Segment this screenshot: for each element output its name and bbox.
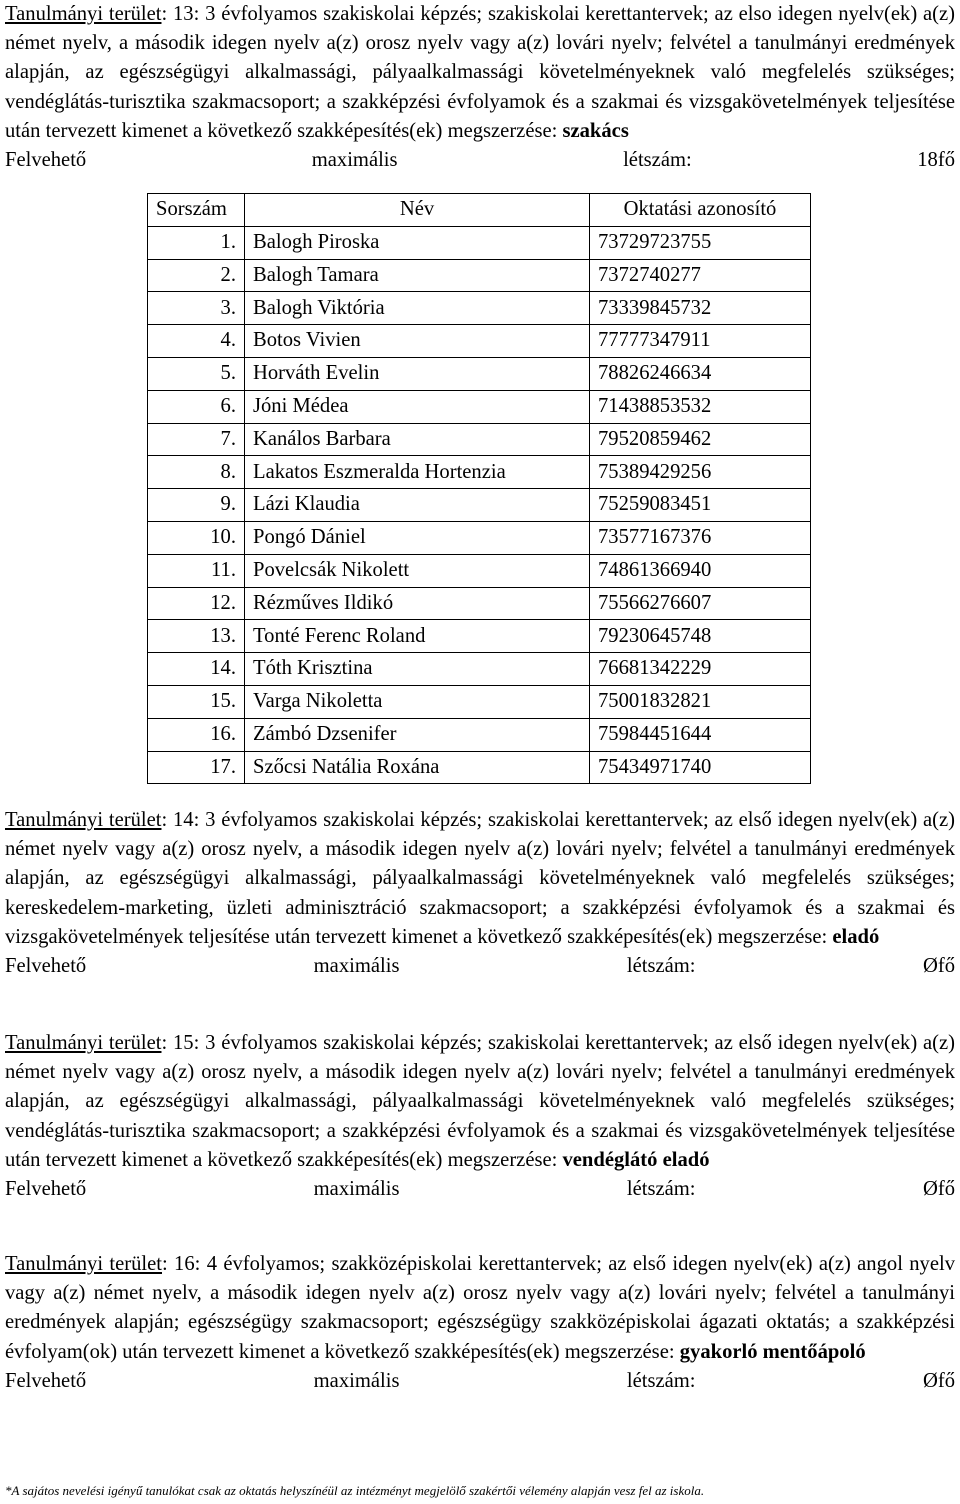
study-area-text: : 15: 3 évfolyamos szakiskolai képzés; szakiskolai kerettantervek; az első idegen nyelv(ek) a(z) német nyelv vagy a(z) orosz nyelv, a második idegen nyelv a(z) lovári nyelv; felvétel a tanulmányi eredmények alapján, az egészségügyi alkalmassági, pályaalkalmassági követelményeknek való megfelelés szükséges; vendéglátás-turisztika szakmacsoport; a szakképzési évfolyamok és a szakmai és vizsgakövetelmények teljesítése után tervezett kimenet a következő szakképesítés(ek) megszerzése: <box>5 1032 956 1171</box>
study-area-label: Tanulmányi terület <box>5 1253 162 1275</box>
row-id: 74861366940 <box>590 554 811 587</box>
row-name: Lakatos Eszmeralda Hortenzia <box>245 456 590 489</box>
row-name: Balogh Piroska <box>245 226 590 259</box>
max-capacity: Felvehető maximális létszám: Øfő <box>5 955 955 978</box>
row-name: Horváth Evelin <box>245 357 590 390</box>
row-serial: 17. <box>148 751 245 784</box>
row-id: 79520859462 <box>590 423 811 456</box>
study-area-13 <box>5 0 955 175</box>
row-id: 73339845732 <box>590 292 811 325</box>
row-name: Kanálos Barbara <box>245 423 590 456</box>
row-id: 78826246634 <box>590 357 811 390</box>
row-id: 75389429256 <box>590 456 811 489</box>
row-id: 75566276607 <box>590 587 811 620</box>
study-area-14 <box>5 806 955 981</box>
row-serial: 11. <box>148 554 245 587</box>
row-id: 77777347911 <box>590 325 811 358</box>
study-area-text: : 14: 3 évfolyamos szakiskolai képzés; szakiskolai kerettantervek; az első idegen nyelv(ek) a(z) német nyelv vagy a(z) orosz nyelv, a második idegen nyelv a(z) lovári nyelv; felvétel a tanulmányi eredmények alapján, az egészségügyi alkalmassági, pályaalkalmassági követelményeknek való megfelelés szükséges; kereskedelem-marketing, üzleti adminisztráció szakmacsoport; a szakképzési évfolyamok és a szakmai és vizsgakövetelmények teljesítése után tervezett kimenet a következő szakképesítés(ek) megszerzése: <box>5 809 956 948</box>
row-serial: 15. <box>148 685 245 718</box>
row-name: Zámbó Dzsenifer <box>245 718 590 751</box>
study-area-15 <box>5 1029 955 1204</box>
row-name: Povelcsák Nikolett <box>245 554 590 587</box>
row-serial: 6. <box>148 390 245 423</box>
row-serial: 7. <box>148 423 245 456</box>
table-row <box>148 587 811 620</box>
row-id: 73577167376 <box>590 521 811 554</box>
row-id: 71438853532 <box>590 390 811 423</box>
table-row <box>148 292 811 325</box>
row-name: Szőcsi Natália Roxána <box>245 751 590 784</box>
row-id: 75259083451 <box>590 489 811 522</box>
study-area-14-description <box>5 806 955 952</box>
row-serial: 14. <box>148 653 245 686</box>
table-row <box>148 259 811 292</box>
row-serial: 9. <box>148 489 245 522</box>
student-table <box>147 193 811 784</box>
row-serial: 1. <box>148 226 245 259</box>
table-row <box>148 489 811 522</box>
row-serial: 3. <box>148 292 245 325</box>
table-row <box>148 751 811 784</box>
table-row <box>148 620 811 653</box>
table-row <box>148 423 811 456</box>
table-row <box>148 390 811 423</box>
qualification: eladó <box>832 925 880 948</box>
study-area-text: : 13: 3 évfolyamos szakiskolai képzés; szakiskolai kerettantervek; az elso idegen nyelv(ek) a(z) német nyelv, a második idegen nyelv a(z) orosz nyelv vagy a(z) lovári nyelv; felvétel a tanulmányi eredmények alapján, az egészségügyi alkalmassági, pályaalkalmassági követelményeknek való megfelelés szükséges; vendéglátás-turisztika szakmacsoport; a szakképzési évfolyamok és a szakmai és vizsgakövetelmények teljesítése után tervezett kimenet a következő szakképesítés(ek) megszerzése: <box>5 3 956 142</box>
row-name: Rézműves Ildikó <box>245 587 590 620</box>
row-name: Botos Vivien <box>245 325 590 358</box>
study-area-13-description <box>5 0 955 146</box>
table-row <box>148 357 811 390</box>
row-id: 73729723755 <box>590 226 811 259</box>
row-serial: 5. <box>148 357 245 390</box>
study-area-16 <box>5 1250 955 1396</box>
row-id: 7372740277 <box>590 259 811 292</box>
row-name: Pongó Dániel <box>245 521 590 554</box>
table-row <box>148 226 811 259</box>
study-area-15-description <box>5 1029 955 1175</box>
row-serial: 12. <box>148 587 245 620</box>
qualification: szakács <box>562 119 629 142</box>
study-area-label: Tanulmányi terület <box>5 1032 162 1054</box>
row-id: 75001832821 <box>590 685 811 718</box>
table-header-row <box>148 194 811 227</box>
table-row <box>148 456 811 489</box>
row-id: 75434971740 <box>590 751 811 784</box>
study-area-16-description <box>5 1250 955 1367</box>
row-id: 79230645748 <box>590 620 811 653</box>
table-row <box>148 653 811 686</box>
row-name: Varga Nikoletta <box>245 685 590 718</box>
row-serial: 10. <box>148 521 245 554</box>
row-id: 75984451644 <box>590 718 811 751</box>
row-id: 76681342229 <box>590 653 811 686</box>
row-serial: 4. <box>148 325 245 358</box>
qualification: vendéglátó eladó <box>562 1148 710 1171</box>
header-id: Oktatási azonosító <box>590 194 811 227</box>
row-name: Balogh Tamara <box>245 259 590 292</box>
table-row <box>148 718 811 751</box>
row-name: Tóth Krisztina <box>245 653 590 686</box>
row-serial: 8. <box>148 456 245 489</box>
table-row <box>148 521 811 554</box>
row-name: Jóni Médea <box>245 390 590 423</box>
study-area-label: Tanulmányi terület <box>5 3 162 25</box>
study-area-label: Tanulmányi terület <box>5 809 162 831</box>
max-capacity: Felvehető maximális létszám: Øfő <box>5 1178 955 1201</box>
table-row <box>148 325 811 358</box>
max-capacity: Felvehető maximális létszám: 18fő <box>5 149 955 172</box>
row-serial: 13. <box>148 620 245 653</box>
max-capacity: Felvehető maximális létszám: Øfő <box>5 1369 955 1392</box>
table-row <box>148 685 811 718</box>
row-serial: 2. <box>148 259 245 292</box>
row-name: Tonté Ferenc Roland <box>245 620 590 653</box>
header-name: Név <box>245 194 590 227</box>
table-row <box>148 554 811 587</box>
study-area-text: : 16: 4 évfolyamos; szakközépiskolai kerettantervek; az első idegen nyelv(ek) a(z) angol nyelv vagy a(z) német nyelv, a második idegen nyelv a(z) orosz nyelv vagy a(z) lovári nyelv; felvétel a tanulmányi eredmények alapján; egészségügy szakmacsoport; egészségügy szakközépiskolai ágazati oktatás; a szakképzési évfolyam(ok) után tervezett kimenet a következő szakképesítés(ek) megszerzése: <box>5 1253 955 1363</box>
row-name: Balogh Viktória <box>245 292 590 325</box>
row-name: Lázi Klaudia <box>245 489 590 522</box>
footnote: *A sajátos nevelési igényű tanulókat csak az oktatás helyszínéül az intézményt megjelölő szakértői vélemény alapján vesz fel az iskola. <box>5 1483 705 1498</box>
qualification: gyakorló mentőápoló <box>679 1340 866 1363</box>
header-serial: Sorszám <box>148 194 245 227</box>
row-serial: 16. <box>148 718 245 751</box>
